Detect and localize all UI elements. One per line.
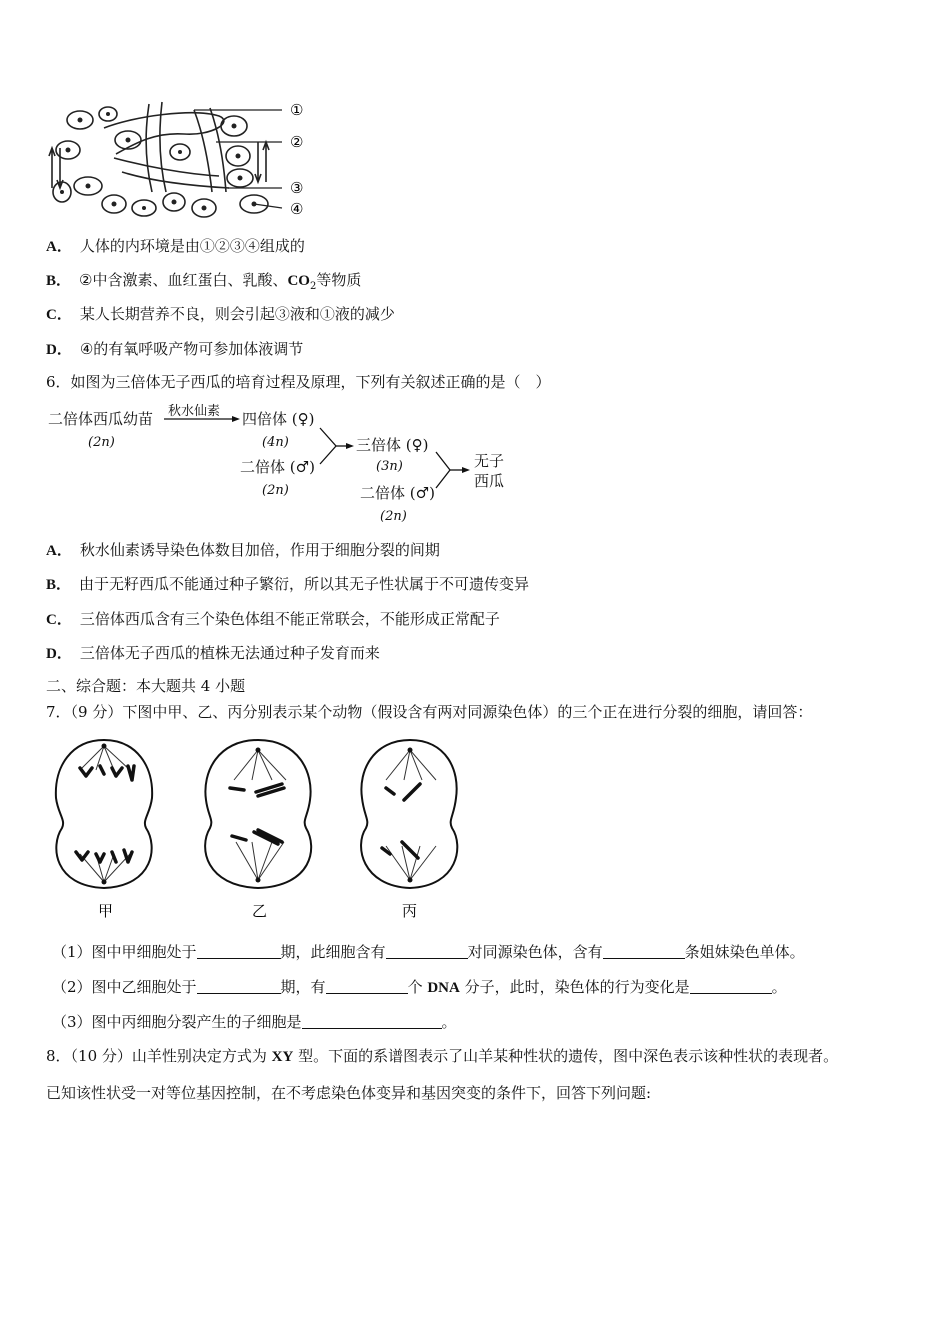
diploid-male-1-label: 二倍体 (♂) [240,458,315,476]
answer-blank[interactable] [326,977,408,994]
result-line2: 西瓜 [474,472,505,490]
option-text: 由于无籽西瓜不能通过种子繁衍，所以其无子性状属于不可遗传变异 [79,575,530,593]
q6-option-d[interactable] [46,643,380,664]
q8-num: 8．（10 分）山羊性别决定方式为 [46,1047,272,1065]
option-letter: A． [46,239,72,255]
cell-yi-outline [205,740,311,888]
sub1-c: 对同源染色体，含有 [467,943,603,961]
sub2-a: （2）图中乙细胞处于 [52,978,197,996]
option-text: ④的有氧呼吸产物可参加体液调节 [79,340,304,358]
sub1-b: 期，此细胞含有 [280,943,386,961]
sub3-b: 。 [441,1013,457,1031]
diploid-male-2-n: (2n) [380,509,407,524]
q5-option-c[interactable] [46,304,395,325]
option-text: 三倍体无子西瓜的植株无法通过种子发育而来 [79,644,380,662]
sub2-e: 。 [771,978,787,996]
q6-option-a[interactable] [46,540,440,561]
q7-sub3 [52,1012,457,1032]
option-text: 人体的内环境是由①②③④组成的 [79,237,305,255]
answer-blank[interactable] [197,977,281,994]
q8-line2: 已知该性状受一对等位基因控制，在不考虑染色体变异和基因突变的条件下，回答下列问题: [46,1084,652,1102]
label-3: ③ [290,179,304,197]
option-letter: B． [46,577,72,593]
q7-sub1 [52,942,805,962]
q7-sub2 [52,977,787,998]
label-4: ④ [290,200,304,218]
option-letter: D． [46,646,72,662]
subscript: 2 [309,281,317,292]
xy-text: XY [271,1049,294,1065]
q5-option-a[interactable] [46,236,305,257]
answer-blank[interactable] [302,1012,442,1029]
q5-option-d[interactable] [46,339,303,360]
dividing-cells-figure [46,736,476,922]
option-letter: B． [46,273,72,289]
cell-label-jia: 甲 [98,902,114,920]
answer-blank[interactable] [386,942,468,959]
cell-label-yi: 乙 [252,902,268,920]
diploid-male-1-n: (2n) [262,483,289,498]
q6-option-c[interactable] [46,609,500,630]
option-letter: C． [46,612,72,628]
answer-blank[interactable] [197,942,281,959]
q8-stem [46,1046,838,1067]
option-letter: D． [46,342,72,358]
q6-stem: 6．如图为三倍体无子西瓜的培育过程及原理，下列有关叙述正确的是（ ） [46,373,551,391]
option-text: 秋水仙素诱导染色体数目加倍，作用于细胞分裂的间期 [79,541,440,559]
sub2-c: 个 [407,978,428,996]
seedling-label: 二倍体西瓜幼苗 [48,410,154,428]
cell-label-bing: 丙 [402,902,418,920]
q5-option-b[interactable] [46,270,361,297]
option-letter: C． [46,307,72,323]
answer-blank[interactable] [603,942,685,959]
cell-bing-outline [361,740,457,888]
triploid-n: (3n) [376,459,403,474]
triploid-label: 三倍体 (♀) [356,436,429,454]
sub2-d: 分子，此时，染色体的行为变化是 [459,978,690,996]
sub2-b: 期，有 [280,978,326,996]
sub1-d: 条姐妹染色单体。 [684,943,805,961]
option-letter: A． [46,543,72,559]
sub3-a: （3）图中丙细胞分裂产生的子细胞是 [52,1013,302,1031]
seedling-n: (2n) [88,435,115,450]
sub1-a: （1）图中甲细胞处于 [52,943,197,961]
tetraploid-label: 四倍体 (♀) [242,410,315,428]
option-text: 某人长期营养不良，则会引起③液和①液的减少 [79,305,395,323]
breeding-diagram [44,402,524,526]
result-line1: 无子 [474,452,505,470]
option-text-after: 等物质 [316,271,362,289]
tissue-fluid-diagram [44,96,314,226]
formula: CO [287,273,310,289]
q7-stem: 7．（9 分）下图中甲、乙、丙分别表示某个动物（假设含有两对同源染色体）的三个正在进行分裂的细胞，请回答： [46,703,813,721]
tetraploid-n: (4n) [262,435,289,450]
q8-rest: 型。下面的系谱图表示了山羊某种性状的遗传，图中深色表示该种性状的表现者。 [293,1047,839,1065]
diploid-male-2-label: 二倍体 (♂) [360,484,435,502]
answer-blank[interactable] [690,977,772,994]
dna-text: DNA [427,980,460,996]
q6-option-b[interactable] [46,574,529,595]
section-title: 二、综合题：本大题共 4 小题 [46,677,246,695]
cell-jia-outline [56,740,152,888]
option-text: 三倍体西瓜含有三个染色体组不能正常联会，不能形成正常配子 [79,610,500,628]
reagent-label: 秋水仙素 [168,404,221,419]
label-1: ① [290,101,304,119]
option-text: ②中含激素、血红蛋白、乳酸、 [79,271,288,289]
label-2: ② [290,133,304,151]
